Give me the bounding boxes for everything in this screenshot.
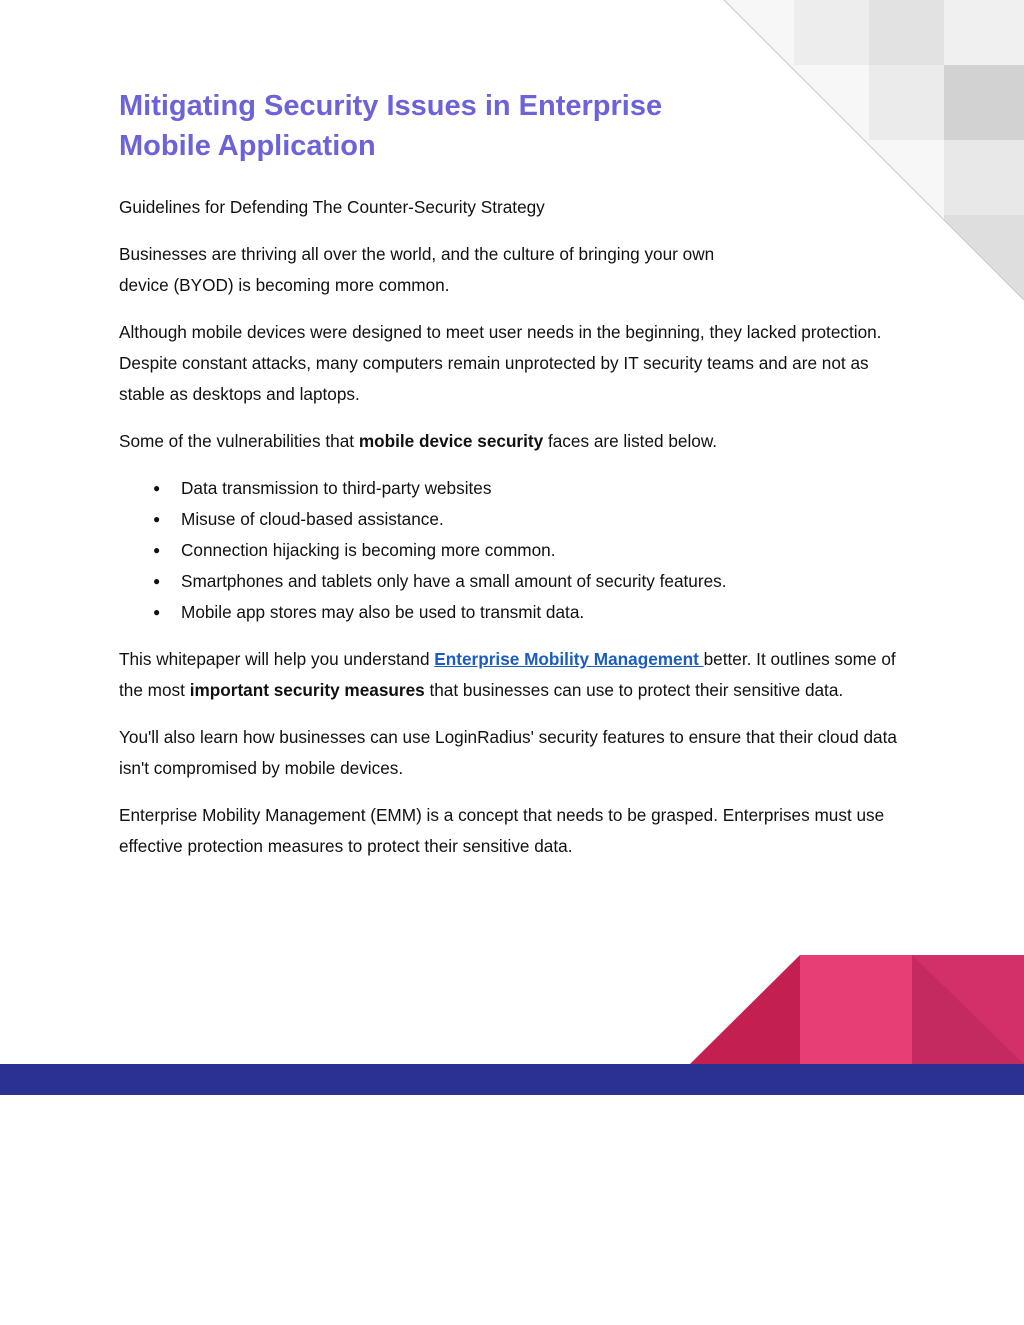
- list-item: ● Mobile app stores may also be used to transmit data.: [181, 597, 909, 628]
- emm-link[interactable]: Enterprise Mobility Management: [434, 649, 704, 669]
- paragraph-vulnerabilities: [119, 426, 909, 457]
- text-segment: that businesses can use to protect their sensitive data.: [424, 680, 844, 700]
- text-segment: faces are listed below.: [543, 431, 718, 451]
- text-segment: better. It outlines some of the most: [119, 649, 896, 700]
- bold-text: mobile device security: [358, 431, 544, 451]
- paragraph-byod: Businesses are thriving all over the world, and the culture of bringing your own device (BYOD) is becoming more common.: [119, 244, 715, 295]
- paragraph-whitepaper: [119, 644, 909, 706]
- list-item: ● Data transmission to third-party websites: [181, 473, 909, 504]
- document-body: [119, 86, 909, 878]
- list-item: ● Smartphones and tablets only have a small amount of security features.: [181, 566, 909, 597]
- paragraph-emm: Enterprise Mobility Management (EMM) is a concept that needs to be grasped. Enterprises must use effective protection measures to protect their sensitive data.: [119, 805, 885, 856]
- vulnerabilities-list: [119, 473, 909, 628]
- document-subtitle: Guidelines for Defending The Counter-Security Strategy: [119, 197, 545, 217]
- text-segment: This whitepaper will help you understand: [119, 649, 435, 669]
- paragraph-protection: Although mobile devices were designed to meet user needs in the beginning, they lacked protection. Despite constant attacks, many computers remain unprotected by IT security teams and are not as stable as desktops and laptops.: [119, 322, 882, 404]
- text-segment: Some of the vulnerabilities that: [119, 431, 359, 451]
- list-item: ● Connection hijacking is becoming more common.: [181, 535, 909, 566]
- footer-decoration: [0, 950, 1024, 1100]
- list-item: ● Misuse of cloud-based assistance.: [181, 504, 909, 535]
- paragraph-loginradius: You'll also learn how businesses can use LoginRadius' security features to ensure that their cloud data isn't compromised by mobile devices.: [119, 727, 897, 778]
- document-title: Mitigating Security Issues in Enterprise Mobile Application: [119, 90, 663, 162]
- bold-text: important security measures: [189, 680, 425, 700]
